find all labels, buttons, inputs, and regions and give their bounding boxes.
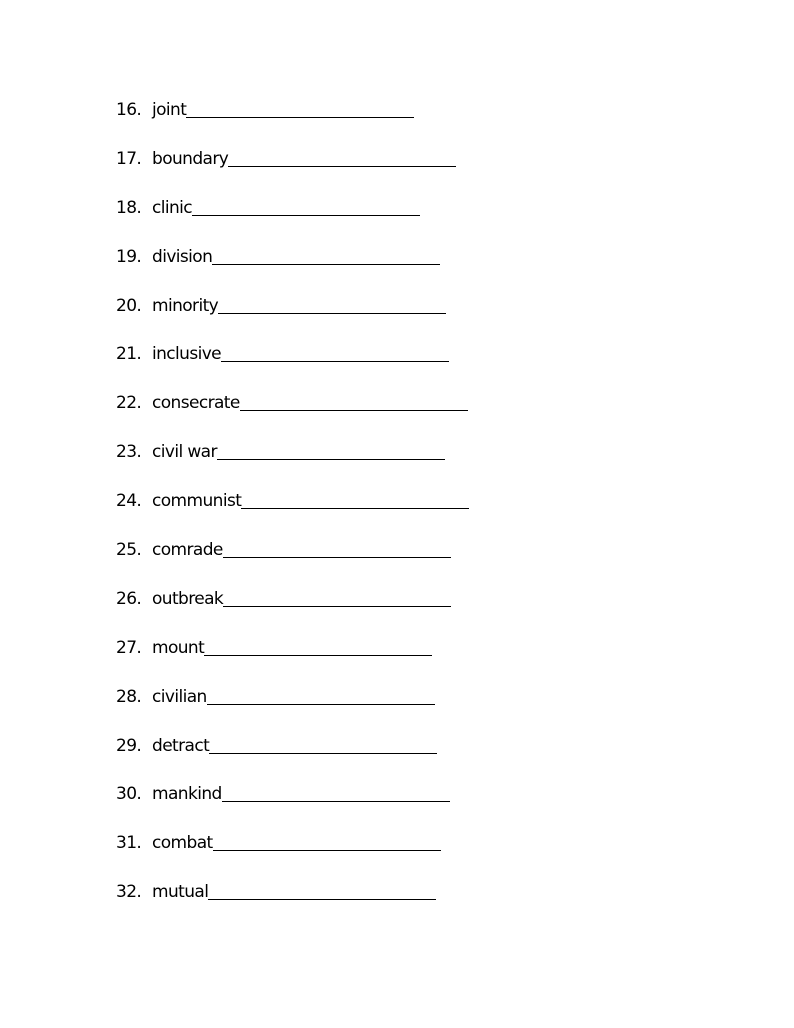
list-item — [116, 538, 736, 587]
answer-blank[interactable] — [186, 98, 414, 118]
list-item — [116, 782, 736, 831]
answer-blank[interactable] — [207, 685, 435, 705]
answer-blank[interactable] — [209, 734, 437, 754]
item-number: 25. — [116, 540, 142, 561]
item-word: outbreak — [152, 588, 224, 609]
item-number: 27. — [116, 637, 142, 658]
item-word: civilian — [152, 686, 207, 707]
item-word: mutual — [152, 882, 209, 903]
item-word: detract — [152, 735, 210, 756]
item-word: combat — [152, 833, 213, 854]
item-number: 32. — [116, 882, 142, 903]
answer-blank[interactable] — [218, 294, 446, 314]
item-number: 30. — [116, 784, 142, 805]
answer-blank[interactable] — [222, 782, 450, 802]
answer-blank[interactable] — [204, 636, 432, 656]
item-number: 31. — [116, 833, 142, 854]
item-number: 28. — [116, 686, 142, 707]
item-word: consecrate — [152, 393, 240, 414]
list-item — [116, 342, 736, 391]
list-item — [116, 98, 736, 147]
answer-blank[interactable] — [212, 245, 440, 265]
answer-blank[interactable] — [228, 147, 456, 167]
item-word: minority — [152, 295, 219, 316]
list-item — [116, 294, 736, 343]
answer-blank[interactable] — [192, 196, 420, 216]
item-word: division — [152, 246, 213, 267]
list-item — [116, 391, 736, 440]
item-word: joint — [152, 100, 187, 120]
list-item — [116, 147, 736, 196]
item-number: 22. — [116, 393, 142, 414]
item-word: boundary — [152, 148, 229, 169]
item-number: 26. — [116, 588, 142, 609]
item-number: 16. — [116, 100, 142, 120]
item-word: inclusive — [152, 344, 222, 365]
list-item — [116, 636, 736, 685]
item-number: 29. — [116, 735, 142, 756]
list-item — [116, 489, 736, 538]
item-number: 24. — [116, 491, 142, 512]
item-word: mount — [152, 637, 205, 658]
list-item — [116, 587, 736, 636]
item-word: communist — [152, 491, 242, 512]
list-item — [116, 831, 736, 880]
list-item — [116, 880, 736, 929]
answer-blank[interactable] — [223, 587, 451, 607]
answer-blank[interactable] — [240, 391, 468, 411]
item-number: 18. — [116, 197, 142, 218]
item-number: 21. — [116, 344, 142, 365]
answer-blank[interactable] — [208, 880, 436, 900]
list-item — [116, 685, 736, 734]
list-item — [116, 734, 736, 783]
answer-blank[interactable] — [213, 831, 441, 851]
item-number: 17. — [116, 148, 142, 169]
item-number: 19. — [116, 246, 142, 267]
answer-blank[interactable] — [217, 440, 445, 460]
item-word: mankind — [152, 784, 222, 805]
item-word: civil war — [152, 442, 217, 463]
item-word: comrade — [152, 540, 223, 561]
answer-blank[interactable] — [223, 538, 451, 558]
answer-blank[interactable] — [221, 342, 449, 362]
item-number: 20. — [116, 295, 142, 316]
item-number: 23. — [116, 442, 142, 463]
list-item — [116, 245, 736, 294]
vocabulary-list — [116, 98, 736, 929]
list-item — [116, 440, 736, 489]
answer-blank[interactable] — [241, 489, 469, 509]
list-item — [116, 196, 736, 245]
item-word: clinic — [152, 197, 193, 218]
